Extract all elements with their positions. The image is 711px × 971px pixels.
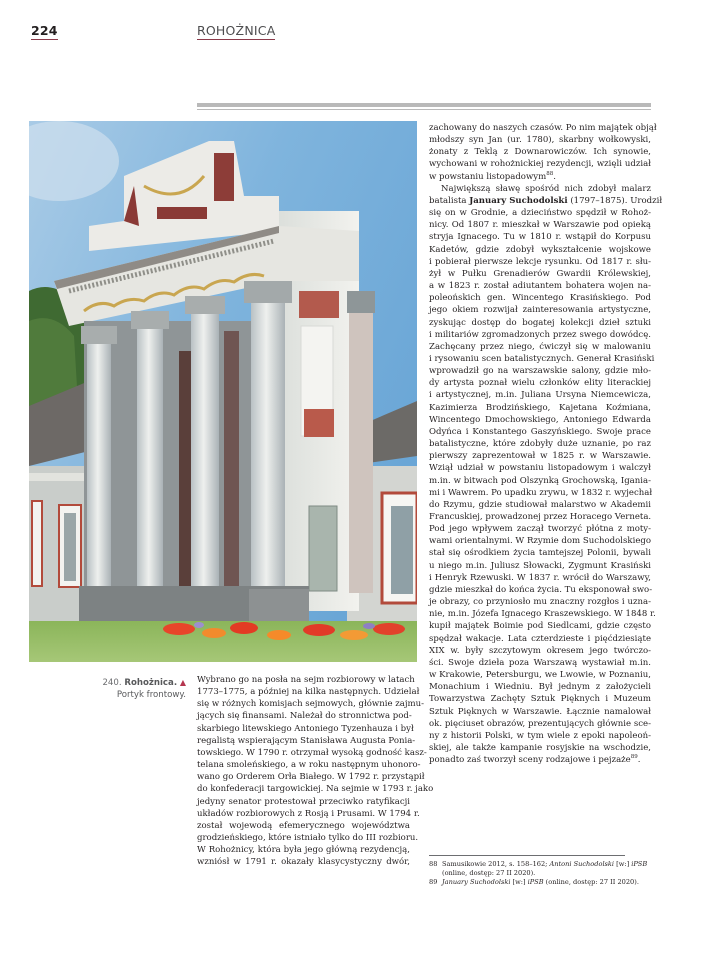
text-line: wami orientalnymi. W Rzymie dom Suchodolskiego bbox=[429, 536, 651, 547]
text-line: stryja Ignacego. Tu w 1810 r. wstąpił do Korpusu bbox=[429, 232, 651, 243]
text-line: w Krakowie, Petersburgu, we Lwowie, w Poznaniu, bbox=[429, 670, 651, 681]
text-line: skiej, ale także kampanie rosyjskie na wschodzie, bbox=[429, 742, 651, 753]
text-line: młodszy syn Jan (ur. 1780), skarbny wołkowyski, bbox=[429, 135, 651, 146]
left-window-1 bbox=[32, 501, 42, 586]
text-line: a w 1823 r. został adiutantem bohatera wojen na- bbox=[429, 281, 651, 292]
text-line: skarbiego litewskiego Antoniego Tyzenhauza i był bbox=[197, 723, 414, 734]
column-2 bbox=[137, 321, 163, 591]
text-line: towskiego. W 1790 r. otrzymał wysoką godność kasz- bbox=[197, 747, 427, 758]
text-line: pierwszy zaprezentował w 1825 r. w Warszawie. bbox=[429, 451, 651, 462]
footnote-ref[interactable]: 89 bbox=[630, 754, 638, 761]
running-title: ROHOŻNICA bbox=[197, 23, 276, 38]
text-line: Kadetów, gdzie zdobył wykształcenie wojskowe bbox=[429, 244, 651, 255]
text-line: się on w Grodnie, a dzieciństwo spędził w Rohoż- bbox=[429, 208, 651, 219]
footnote-88: 88 Samusikowie 2012, s. 158–162; Antoni Suchodolski [w:] iPSB (online, dostęp: 27 II 2020). bbox=[429, 860, 648, 877]
text-line: wzniósł w 1791 r. okazały klasycystyczny dwór, bbox=[197, 857, 410, 868]
text-line: i artystycznej, m.in. Juliana Ursyna Niemcewicza, bbox=[429, 390, 651, 401]
text-line: i militariów zgromadzonych przez swego dowódcę. bbox=[429, 329, 651, 340]
text-line: Francuskiej, prowadzonej przez Horacego Verneta. bbox=[429, 512, 652, 522]
text-line: m.in. w bitwach pod Olszynką Grochowską, Igania- bbox=[429, 475, 651, 486]
footnote-89: 89 January Suchodolski [w:] iPSB (online, dostęp: 27 II 2020). bbox=[429, 877, 639, 886]
text-line: Wybrano go na posła na sejm rozbiorowy w latach bbox=[197, 675, 415, 685]
footnote-ref[interactable]: 88 bbox=[546, 170, 554, 177]
footnote-rule bbox=[429, 855, 625, 856]
text-column-right bbox=[429, 122, 663, 766]
caption-title-line bbox=[40, 677, 186, 689]
text-line: poleońskich gen. Wincentego Krasińskiego. Pod bbox=[429, 293, 651, 304]
figure-description: Portyk frontowy. bbox=[116, 690, 186, 700]
text-line: i rysowaniu scen batalistycznych. Generał Krasiński bbox=[429, 353, 655, 364]
column-4 bbox=[251, 291, 285, 591]
lawn bbox=[29, 621, 417, 662]
attic-red-right bbox=[214, 153, 234, 201]
page-number: 224 bbox=[31, 23, 58, 38]
footnotes bbox=[429, 860, 655, 886]
text-line: gdzie mieszkał do końca życia. Tu eksponował swo- bbox=[429, 584, 653, 595]
text-line: telana smoleńskiego, a w roku następnym uhonoro- bbox=[197, 760, 421, 771]
red-panel-upper bbox=[299, 291, 339, 318]
header-rule-thick bbox=[197, 103, 651, 107]
portico-interior bbox=[84, 321, 269, 591]
text-line: Monachium i Wiedniu. Był jednym z założycieli bbox=[429, 682, 651, 693]
glass-block-window bbox=[309, 506, 337, 591]
text-line: regalistą wspierającym Stanisława Augusta Ponia- bbox=[197, 735, 416, 746]
red-panel-lower bbox=[304, 409, 334, 437]
text-line: wprowadził go na warszawskie salony, gdzie mło- bbox=[429, 366, 651, 377]
text-line: je obrazy, co przyniosło mu znaczny rozgłos i uzna- bbox=[429, 597, 651, 608]
column-1 bbox=[87, 336, 111, 591]
text-line: batalistyczne, które zdobyły duże uznanie, po raz bbox=[429, 439, 651, 450]
text-line: kupił majątek Boimie pod Siedlcami, gdzie często bbox=[429, 621, 651, 632]
text-line: Największą sławę spośród nich zdobył malarz bbox=[441, 183, 651, 194]
text-line: jedyny senator protestował przeciwko ratyfikacji bbox=[197, 796, 410, 807]
text-line: zyskując dostęp do bogatej kolekcji dzieł sztuki bbox=[429, 317, 651, 328]
text-line: Odyńca i Konstantego Gaszyńskiego. Swoje prace bbox=[429, 426, 651, 437]
paragraph-2 bbox=[429, 183, 663, 767]
text-line: grodzieńskiego, które istniało tylko do III rozbioru. bbox=[197, 833, 419, 844]
text-line: do konfederacji targowickiej. Na sejmie w 1793 r. jako bbox=[197, 784, 434, 795]
text-line: jego okiem rozwijał zainteresowania artystyczne, bbox=[429, 305, 651, 316]
text-line: Wincentego Dmochowskiego, Antoniego Edwarda bbox=[429, 414, 651, 425]
text-line: wychowani w rohożnickiej rezydencji, wzięli udział bbox=[429, 159, 651, 170]
text-line: Kazimierza Brodzińskiego, Kajetana Koźmiana, bbox=[429, 402, 651, 413]
figure-photo-portico bbox=[29, 121, 417, 662]
text-column-left bbox=[197, 674, 434, 869]
text-line: układów rozbiorowych z Rosją i Prusami. W 1794 r. bbox=[197, 808, 420, 819]
text-line: 1773–1775, a później na kilka następnych. Udzielał bbox=[197, 687, 420, 698]
painter-name: January Suchodolski bbox=[469, 195, 568, 206]
text-line: wano go Orderem Orła Białego. W 1792 r. przystąpił bbox=[197, 772, 425, 783]
text-line: nie, m.in. Józefa Ignacego Kraszewskiego. W 1848 r. bbox=[429, 609, 656, 620]
pilaster bbox=[349, 293, 373, 593]
text-line: zachowany do naszych czasów. Po nim majątek objął bbox=[429, 123, 657, 133]
text-line: ny z historii Polski, w tym wiele z epoki napoleoń- bbox=[429, 730, 651, 741]
text-line: Sztuk Pięknych w Warszawie. Łącznie namalował bbox=[429, 706, 651, 717]
text-line: Zachęcany przez niego, ćwiczył się w malowaniu bbox=[429, 341, 651, 352]
text-line: dy artysta poznał wielu członków elity literackiej bbox=[429, 378, 651, 389]
text-line: ponadto zaś tworzył sceny rodzajowe i pejzaże$^{89}$. bbox=[429, 754, 641, 766]
text-line: został wojewodą efemerycznego województwa bbox=[197, 820, 410, 831]
text-line: spędzał wakacje. Lata czterdzieste i pięćdziesiąte bbox=[429, 633, 651, 644]
text-line: stał się ośrodkiem życia tamtejszej Polonii, bywali bbox=[429, 548, 651, 559]
text-line: w powstaniu listopadowym$^{88}$. bbox=[429, 170, 556, 182]
figure-caption bbox=[40, 677, 186, 701]
text-line: żonaty z Teklą z Downarowiczów. Ich synowie, bbox=[429, 147, 651, 158]
text-line: się w różnych komisjach sejmowych, głównie zajmu- bbox=[197, 699, 424, 710]
figure-number: 240. bbox=[102, 678, 122, 688]
text-line: jących się finansami. Należał do stronnictwa pod- bbox=[197, 711, 412, 722]
text-line: ści. Swoje dzieła poza Warszawą wystawiał m.in. bbox=[429, 657, 651, 668]
text-line: i pobierał pierwsze lekcje rysunku. Od 1817 r. słu- bbox=[429, 256, 651, 267]
column-3 bbox=[191, 306, 219, 591]
paragraph-1 bbox=[429, 122, 657, 183]
triangle-up-icon: ▲ bbox=[179, 678, 186, 687]
portico-illustration bbox=[29, 121, 417, 662]
text-line: W Rohożnicy, która była jego główną rezydencją, bbox=[197, 845, 410, 856]
header-rule-thin bbox=[197, 109, 651, 110]
figure-place: Rohożnica. bbox=[124, 678, 178, 688]
text-line: Pod jego wpływem zaczął tworzyć płótna z moty- bbox=[429, 524, 651, 535]
text-line: do Rzymu, gdzie studiował malarstwo w Akademii bbox=[429, 499, 651, 510]
text-line: i Henryk Rzewuski. W 1837 r. wrócił do Warszawy, bbox=[429, 572, 651, 583]
text-line: żył w Pułku Grenadierów Gwardii Królewskiej, bbox=[429, 268, 651, 279]
text-line: batalista January Suchodolski (1797–1875). Urodził bbox=[429, 195, 663, 206]
text-line: nicy. Od 1807 r. mieszkał w Warszawie pod opieką bbox=[429, 220, 651, 231]
text-line: Towarzystwa Zachęty Sztuk Pięknych i Muzeum bbox=[429, 694, 651, 705]
text-line: Wziął udział w powstaniu listopadowym i walczył bbox=[429, 463, 651, 474]
text-line: mi i Wawrem. Po upadku zrywu, w 1832 r. wyjechał bbox=[429, 487, 653, 498]
text-line: XIX w. były szczytowym okresem jego twórczo- bbox=[429, 645, 651, 656]
text-line: u niego m.in. Juliusz Słowacki, Zygmunt Krasiński bbox=[429, 560, 651, 571]
text-line: ok. pięciuset obrazów, prezentujących głównie sce- bbox=[429, 718, 651, 729]
